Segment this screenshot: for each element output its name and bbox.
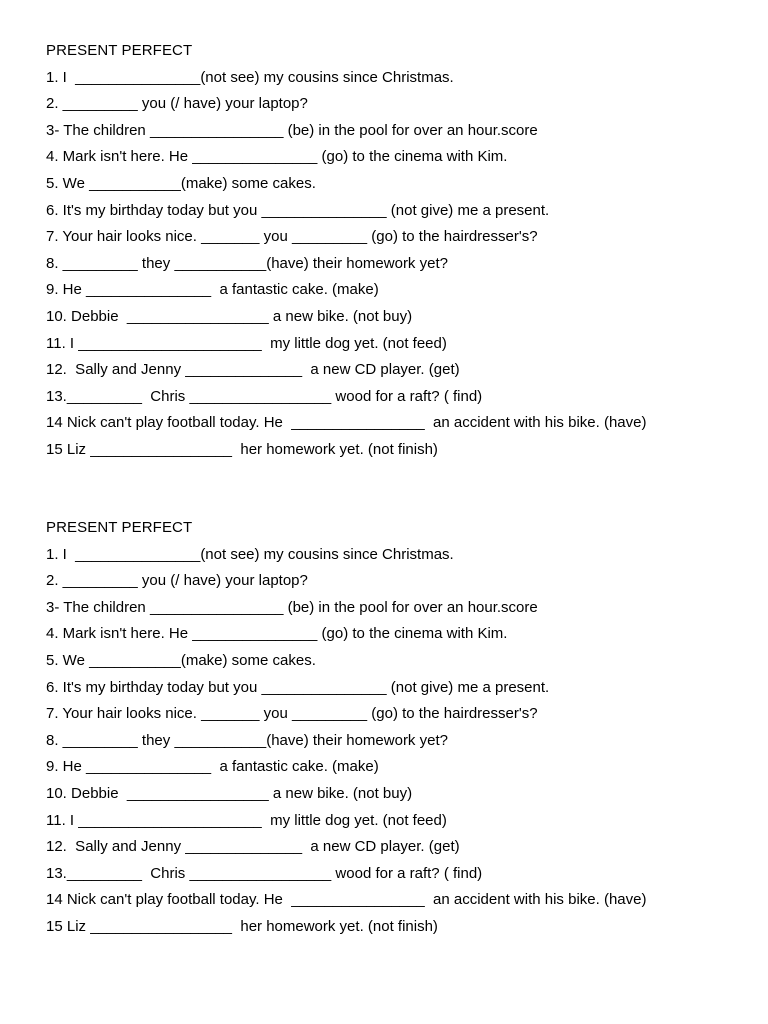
exercise-line-1: 1. I _______________(not see) my cousins since Christmas. <box>46 545 454 563</box>
exercise-line-11: 11. I ______________________ my little dog yet. (not feed) <box>46 334 447 352</box>
exercise-line-14: 14 Nick can't play football today. He ________________ an accident with his bike. (have) <box>46 414 647 432</box>
exercise-line-7: 7. Your hair looks nice. _______ you _________ (go) to the hairdresser's? <box>46 228 538 246</box>
exercise-line-12: 12. Sally and Jenny ______________ a new CD player. (get) <box>46 838 460 856</box>
exercise-line-14: 14 Nick can't play football today. He ________________ an accident with his bike. (have) <box>46 891 647 909</box>
exercise-line-5: 5. We ___________(make) some cakes. <box>46 174 316 192</box>
exercise-line-12: 12. Sally and Jenny ______________ a new CD player. (get) <box>46 361 460 379</box>
exercise-line-3: 3- The children ________________ (be) in the pool for over an hour.score <box>46 598 538 616</box>
exercise-line-13: 13._________ Chris _________________ wood for a raft? ( find) <box>46 387 483 405</box>
exercise-line-9: 9. He _______________ a fantastic cake. (make) <box>46 758 379 776</box>
exercise-line-2: 2. _________ you (/ have) your laptop? <box>46 572 308 590</box>
section-title: PRESENT PERFECT <box>46 519 193 536</box>
exercise-line-2: 2. _________ you (/ have) your laptop? <box>46 95 308 113</box>
worksheet-section-1 <box>46 41 746 460</box>
worksheet-section-2 <box>46 518 746 937</box>
exercise-line-15: 15 Liz _________________ her homework yet. (not finish) <box>46 440 438 458</box>
exercise-line-9: 9. He _______________ a fantastic cake. (make) <box>46 281 379 299</box>
exercise-line-5: 5. We ___________(make) some cakes. <box>46 651 316 669</box>
exercise-line-3: 3- The children ________________ (be) in the pool for over an hour.score <box>46 121 538 139</box>
exercise-line-13: 13._________ Chris _________________ wood for a raft? ( find) <box>46 864 483 882</box>
exercise-line-8: 8. _________ they ___________(have) their homework yet? <box>46 254 448 272</box>
exercise-line-8: 8. _________ they ___________(have) their homework yet? <box>46 731 448 749</box>
exercise-line-11: 11. I ______________________ my little dog yet. (not feed) <box>46 811 447 829</box>
exercise-line-4: 4. Mark isn't here. He _______________ (go) to the cinema with Kim. <box>46 148 508 166</box>
exercise-line-1: 1. I _______________(not see) my cousins since Christmas. <box>46 68 454 86</box>
exercise-line-6: 6. It's my birthday today but you _______________ (not give) me a present. <box>46 678 550 696</box>
exercise-line-7: 7. Your hair looks nice. _______ you _________ (go) to the hairdresser's? <box>46 705 538 723</box>
exercise-line-6: 6. It's my birthday today but you _______________ (not give) me a present. <box>46 201 550 219</box>
section-title: PRESENT PERFECT <box>46 42 193 59</box>
exercise-line-10: 10. Debbie _________________ a new bike. (not buy) <box>46 784 413 802</box>
exercise-line-10: 10. Debbie _________________ a new bike. (not buy) <box>46 307 413 325</box>
exercise-line-4: 4. Mark isn't here. He _______________ (go) to the cinema with Kim. <box>46 625 508 643</box>
exercise-line-15: 15 Liz _________________ her homework yet. (not finish) <box>46 917 438 935</box>
